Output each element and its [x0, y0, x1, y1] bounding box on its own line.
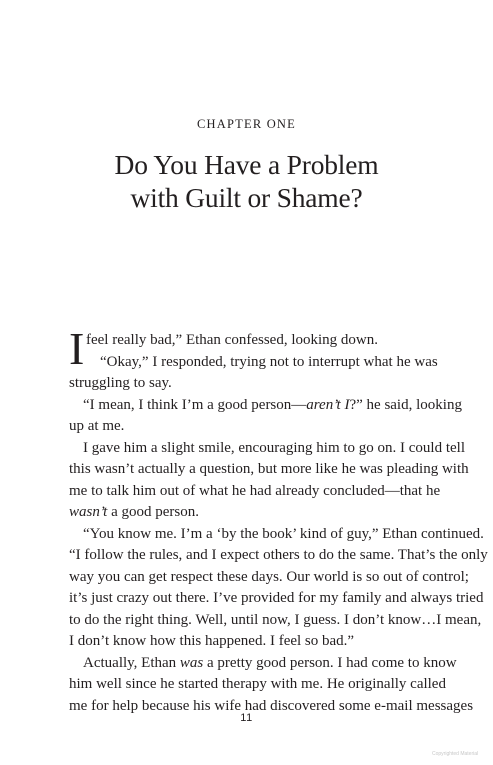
body-line-7: this wasn’t actually a question, but more like he was pleading with	[69, 461, 469, 477]
body-line-10: “You know me. I’m a ‘by the book’ kind of guy,” Ethan continued.	[83, 525, 484, 542]
chapter-title-line-2: with Guilt or Shame?	[130, 182, 363, 213]
chapter-title-line-1: Do You Have a Problem	[114, 149, 379, 180]
body-line-18: me for help because his wife had discovered some e-mail messages	[69, 697, 474, 714]
body-line-1: feel really bad,” Ethan confessed, looking down.	[86, 332, 378, 348]
body-text	[69, 330, 488, 717]
body-line-6: I gave him a slight smile, encouraging him to go on. I could tell	[83, 439, 466, 456]
body-line-8: me to talk him out of what he had already concluded—that he	[69, 482, 441, 499]
body-line-3: struggling to say.	[69, 375, 172, 391]
body-line-9: wasn’t a good person.	[69, 504, 199, 520]
body-line-4: “I mean, I think I’m a good person—aren’t I?” he said, looking	[83, 396, 462, 413]
copyright-watermark: Copyrighted Material	[432, 751, 479, 757]
body-line-15: I don’t know how this happened. I feel so bad.”	[69, 633, 355, 649]
body-line-16: Actually, Ethan was a pretty good person. I had come to know	[83, 654, 457, 671]
body-line-11: “I follow the rules, and I expect others to do the same. That’s the only	[69, 547, 488, 563]
body-line-2: “Okay,” I responded, trying not to interrupt what he was	[100, 353, 438, 370]
body-line-5: up at me.	[69, 418, 125, 434]
chapter-label: CHAPTER ONE	[197, 117, 296, 131]
body-line-14: to do the right thing. Well, until now, I guess. I don’t know…I mean,	[69, 611, 482, 628]
chapter-title	[0, 148, 493, 214]
body-line-12: way you can get respect these days. Our world is so out of control;	[69, 568, 469, 585]
page-number: 11	[240, 712, 253, 724]
body-line-13: it’s just crazy out there. I’ve provided for my family and always tried	[69, 590, 484, 606]
drop-cap: I	[69, 323, 85, 374]
body-line-17: him well since he started therapy with me. He originally called	[69, 676, 446, 692]
